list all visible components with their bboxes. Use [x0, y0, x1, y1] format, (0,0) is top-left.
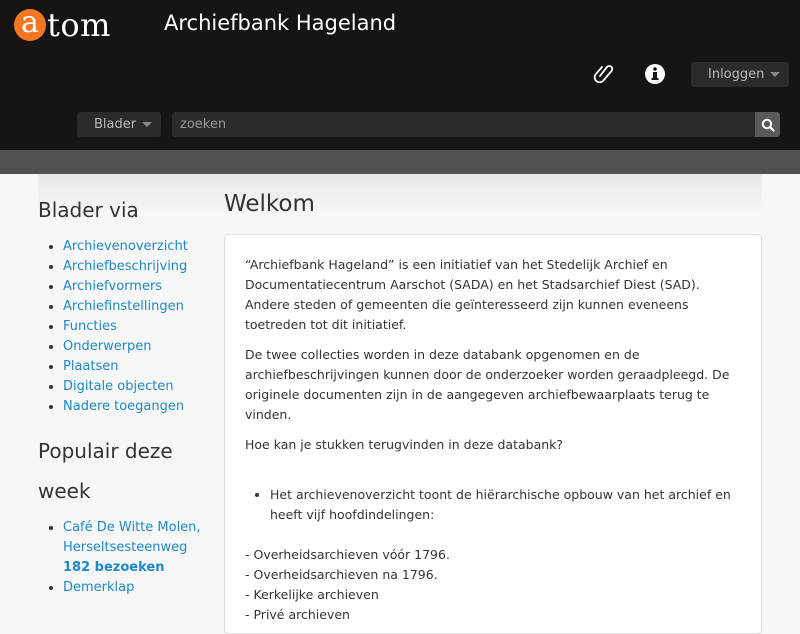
browse-item [63, 357, 213, 377]
browse-list [63, 237, 213, 417]
popular-list [63, 518, 213, 598]
page-title: Welkom [224, 191, 315, 217]
browse-link-archiefbeschrijving[interactable]: Archiefbeschrijving [63, 259, 188, 274]
howto-list [270, 485, 741, 525]
login-button[interactable] [691, 62, 789, 87]
browse-item [63, 277, 213, 297]
browse-item [63, 337, 213, 357]
top-bar [0, 0, 800, 150]
popular-heading-line2: week [38, 479, 91, 503]
popular-link[interactable]: Café De Witte Molen, Herseltsesteenweg [63, 520, 201, 555]
chevron-down-icon [142, 122, 152, 127]
browse-link-functies[interactable]: Functies [63, 319, 117, 334]
search-box [172, 112, 780, 137]
popular-item [63, 518, 213, 578]
paperclip-icon [592, 62, 616, 86]
popular-item [63, 578, 213, 598]
browse-item [63, 237, 213, 257]
browse-link-digitale-objecten[interactable]: Digitale objecten [63, 379, 174, 394]
browse-item [63, 257, 213, 277]
division-line: - Overheidsarchieven na 1796. [245, 567, 438, 582]
login-label: Inloggen [708, 67, 765, 82]
browse-link-archiefvormers[interactable]: Archiefvormers [63, 279, 163, 294]
division-line: - Privé archieven [245, 607, 350, 622]
info-button[interactable] [641, 60, 669, 88]
browse-heading: Blader via [38, 198, 139, 222]
sidebar [38, 190, 213, 612]
search-submit-button[interactable] [755, 112, 780, 137]
logo-text: tom [47, 6, 111, 44]
browse-link-onderwerpen[interactable]: Onderwerpen [63, 339, 152, 354]
popular-link[interactable]: Demerklap [63, 580, 135, 595]
browse-item [63, 377, 213, 397]
info-icon [644, 63, 666, 85]
howto-paragraph: Hoe kan je stukken terugvinden in deze databank? [245, 437, 564, 452]
browse-item [63, 317, 213, 337]
popular-heading [38, 431, 213, 511]
browse-link-archiefinstellingen[interactable]: Archiefinstellingen [63, 299, 184, 314]
intro-paragraph: “Archiefbank Hageland” is een initiatief van het Stedelijk Archief en Documentatiecentrum Aarschot (SADA) en het Stadsarchief Diest (SAD). Andere steden of gemeenten die geïnteresseerd zijn kunnen eveneens toetreden tot dit initiatief. [245, 257, 700, 332]
welcome-box [224, 234, 762, 634]
browse-menu-button[interactable] [77, 112, 161, 137]
site-name[interactable]: Archiefbank Hageland [164, 11, 397, 35]
search-input[interactable] [172, 112, 755, 137]
division-line: - Kerkelijke archieven [245, 587, 379, 602]
browse-link-archievenoverzicht[interactable]: Archievenoverzicht [63, 239, 188, 254]
popular-heading-line1: Populair deze [38, 439, 173, 463]
division-line: - Overheidsarchieven vóór 1796. [245, 547, 450, 562]
clipboard-button[interactable] [590, 60, 618, 88]
collections-paragraph: De twee collecties worden in deze databank opgenomen en de archiefbeschrijvingen kunnen door de onderzoeker worden geraadpleegd. De originele documenten zijn in de aangegeven archiefbewaarplaats terug te vinden. [245, 347, 730, 422]
atom-logo[interactable] [14, 6, 111, 44]
search-icon [761, 118, 775, 132]
browse-link-nadere-toegangen[interactable]: Nadere toegangen [63, 399, 185, 414]
browse-item [63, 397, 213, 417]
browse-link-plaatsen[interactable]: Plaatsen [63, 359, 119, 374]
sub-navigation-bar [0, 150, 800, 174]
visit-count: 182 bezoeken [63, 560, 165, 575]
browse-item [63, 297, 213, 317]
howto-item: • Het archievenoverzicht toont de hiërarchische opbouw van het archief en heeft vijf hoofdindelingen: [270, 485, 741, 525]
main-content [224, 190, 762, 622]
browse-label: Blader [94, 117, 137, 132]
logo-circle: a [14, 9, 46, 41]
chevron-down-icon [770, 72, 780, 77]
